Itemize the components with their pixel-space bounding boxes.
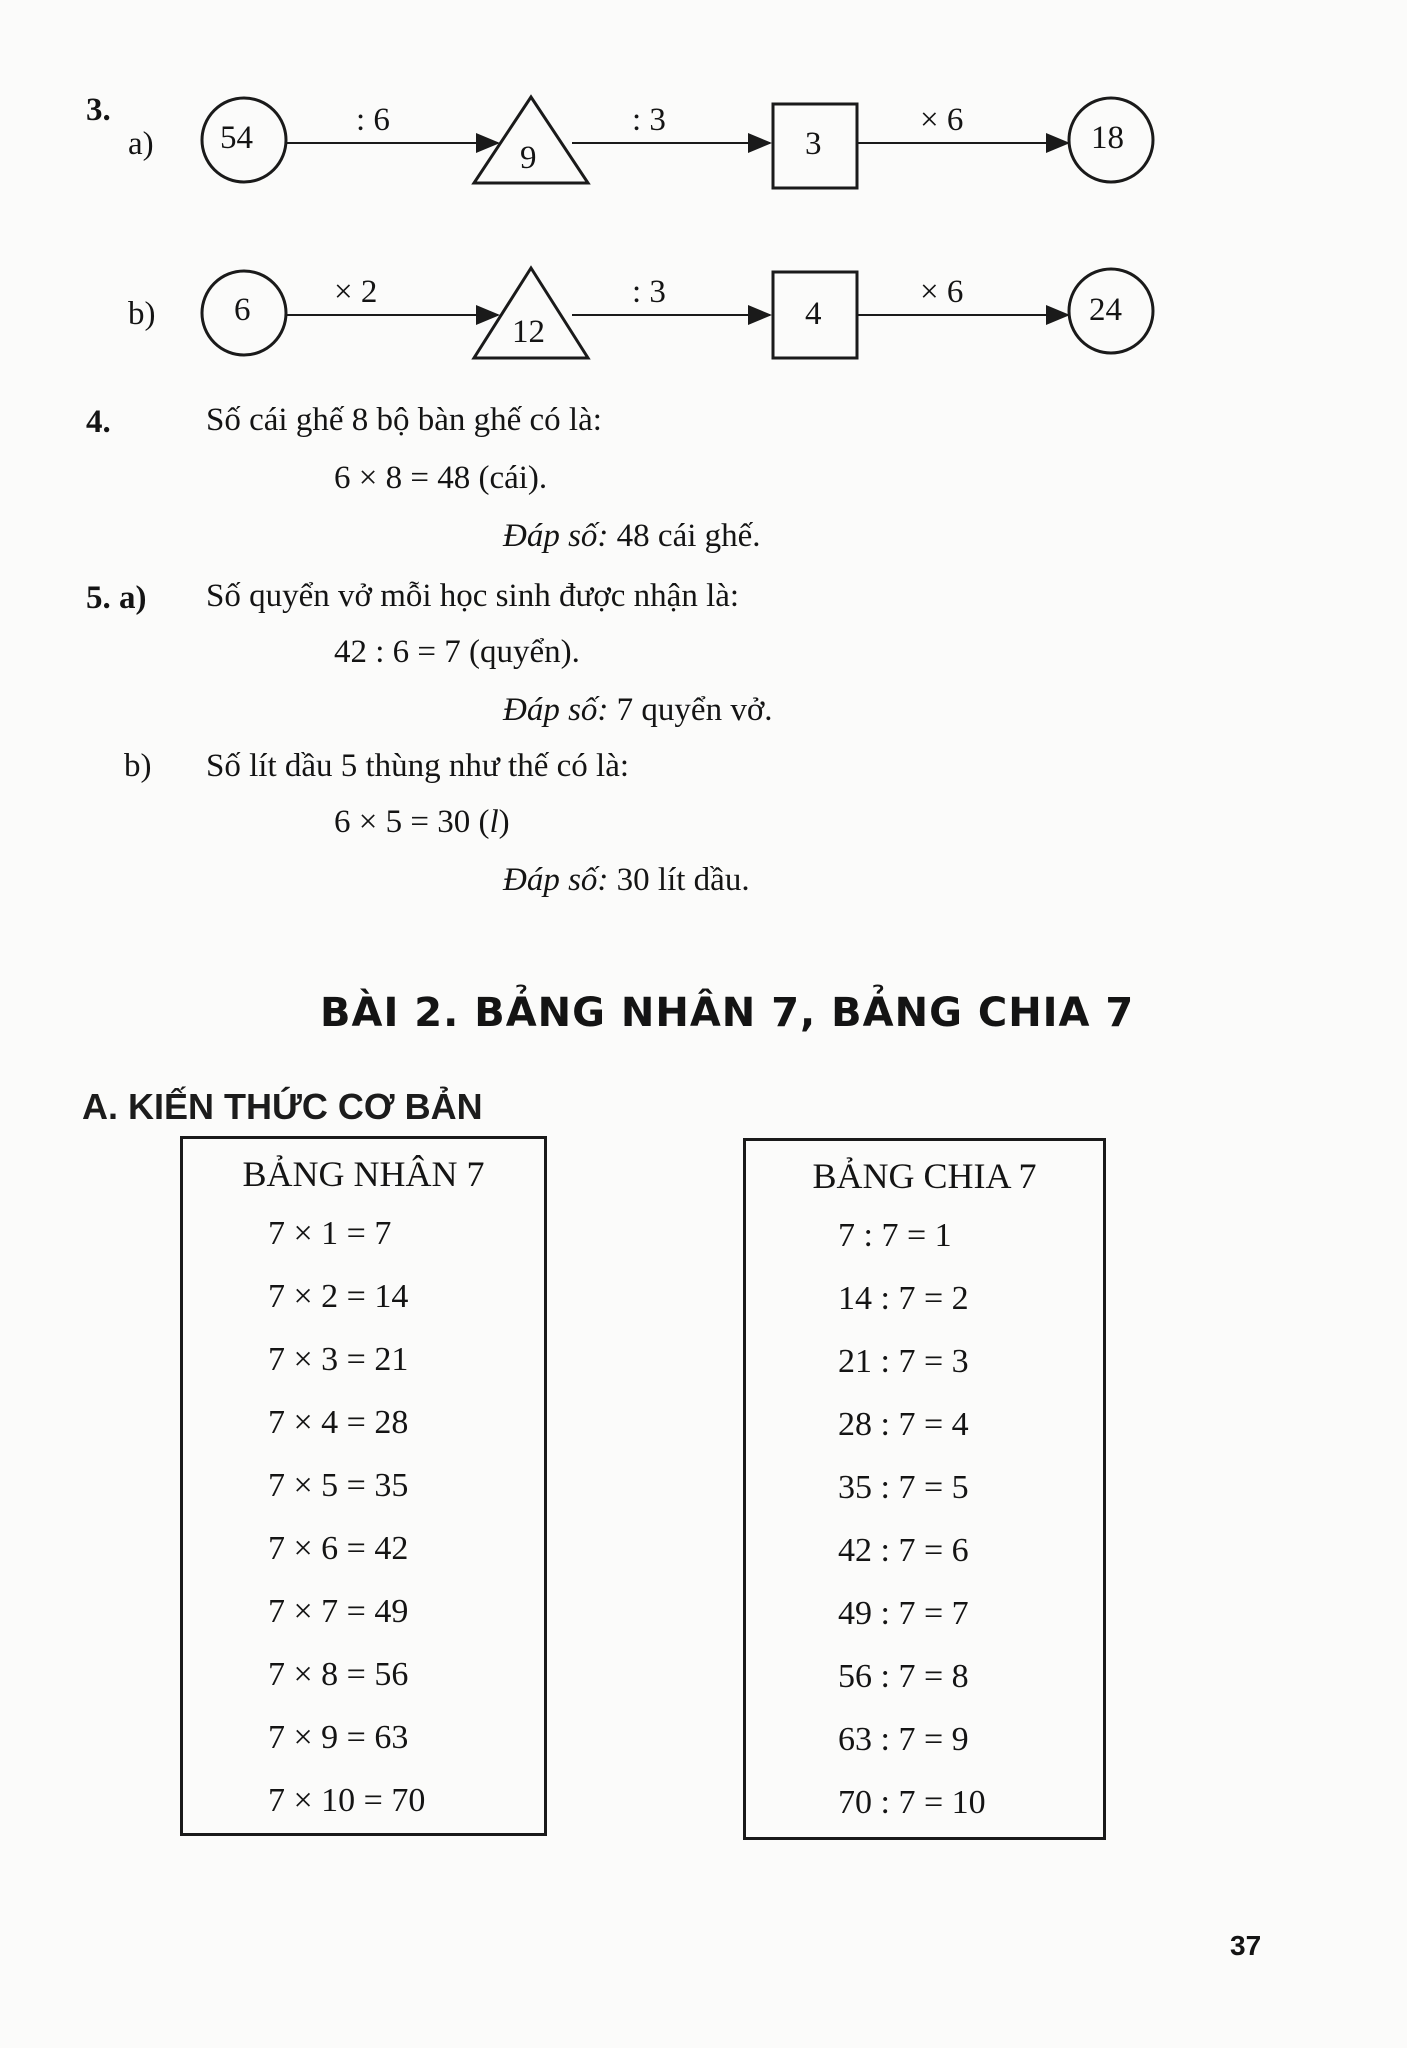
division-table-row: 56 : 7 = 8 (838, 1658, 969, 1695)
division-table-row: 21 : 7 = 3 (838, 1343, 969, 1380)
multiplication-table-row: 7 × 7 = 49 (268, 1593, 409, 1630)
exercise-5a-answer (503, 692, 773, 729)
exercise-5-label: 5. a) (86, 580, 147, 616)
exercise-5b-label: b) (124, 748, 152, 784)
chain-a-op-1: : 6 (356, 102, 390, 138)
chain-b-start-value: 6 (234, 292, 251, 328)
chain-b-square-value: 4 (805, 296, 822, 332)
division-table-row: 28 : 7 = 4 (838, 1406, 969, 1443)
exercise-4-answer (503, 518, 761, 555)
chain-a-start-value: 54 (220, 120, 253, 156)
multiplication-table-row: 7 × 9 = 63 (268, 1719, 409, 1756)
multiplication-table-row: 7 × 4 = 28 (268, 1404, 409, 1441)
division-table-row: 14 : 7 = 2 (838, 1280, 969, 1317)
answer-label: Đáp số: (503, 518, 609, 554)
exercise-3-number: 3. (86, 92, 111, 128)
multiplication-table-row: 7 × 5 = 35 (268, 1467, 409, 1504)
exercise-5a-question: Số quyển vở mỗi học sinh được nhận là: (206, 578, 740, 614)
exercise-3b-label: b) (128, 296, 156, 332)
answer-label: Đáp số: (503, 862, 609, 898)
exercise-4-calculation: 6 × 8 = 48 (cái). (334, 460, 548, 496)
multiplication-table-row: 7 × 3 = 21 (268, 1341, 409, 1378)
chain-b-op-2: : 3 (632, 274, 666, 310)
division-table-row: 42 : 7 = 6 (838, 1532, 969, 1569)
exercise-3a-label: a) (128, 126, 154, 162)
lesson-title: BÀI 2. BẢNG NHÂN 7, BẢNG CHIA 7 (320, 990, 1135, 1036)
division-table-row: 35 : 7 = 5 (838, 1469, 969, 1506)
chain-b-op-3: × 6 (920, 274, 964, 310)
answer-value: 30 lít dầu. (616, 862, 750, 898)
exercise-5b-answer (503, 862, 750, 899)
chain-b-end-value: 24 (1089, 292, 1122, 328)
calc-unit: l (489, 804, 499, 840)
division-table (743, 1138, 1106, 1840)
exercise-4-number: 4. (86, 404, 111, 440)
section-heading: A. KIẾN THỨC CƠ BẢN (82, 1086, 483, 1127)
division-table-row: 7 : 7 = 1 (838, 1217, 952, 1254)
chain-a-op-3: × 6 (920, 102, 964, 138)
multiplication-table-row: 7 × 2 = 14 (268, 1278, 409, 1315)
multiplication-table-row: 7 × 8 = 56 (268, 1656, 409, 1693)
division-table-row: 63 : 7 = 9 (838, 1721, 969, 1758)
multiplication-table-title: BẢNG NHÂN 7 (242, 1154, 485, 1194)
multiplication-table-row: 7 × 6 = 42 (268, 1530, 409, 1567)
exercise-5a-calculation: 42 : 6 = 7 (quyển). (334, 634, 580, 670)
chain-b-op-1: × 2 (334, 274, 378, 310)
calc-close: ) (498, 804, 510, 840)
multiplication-table-row: 7 × 10 = 70 (268, 1782, 426, 1819)
answer-value: 7 quyển vở. (616, 692, 773, 728)
division-table-row: 49 : 7 = 7 (838, 1595, 969, 1632)
chain-a-square-value: 3 (805, 126, 822, 162)
page-number: 37 (1230, 1930, 1262, 1961)
chain-a-triangle-value: 9 (520, 140, 537, 176)
chain-b-triangle-value: 12 (512, 314, 545, 350)
exercise-5b-calculation (334, 804, 510, 841)
answer-label: Đáp số: (503, 692, 609, 728)
operation-chains-diagram (0, 0, 1407, 420)
division-table-title: BẢNG CHIA 7 (812, 1156, 1037, 1196)
chain-a-end-value: 18 (1091, 120, 1124, 156)
multiplication-table (180, 1136, 547, 1836)
calc-text: 6 × 5 = 30 ( (334, 804, 490, 840)
chain-a-op-2: : 3 (632, 102, 666, 138)
exercise-5-number (86, 580, 147, 617)
division-table-row: 70 : 7 = 10 (838, 1784, 986, 1821)
multiplication-table-row: 7 × 1 = 7 (268, 1215, 392, 1252)
answer-value: 48 cái ghế. (616, 518, 761, 554)
exercise-5b-question: Số lít dầu 5 thùng như thế có là: (206, 748, 630, 784)
exercise-4-question: Số cái ghế 8 bộ bàn ghế có là: (206, 402, 602, 438)
